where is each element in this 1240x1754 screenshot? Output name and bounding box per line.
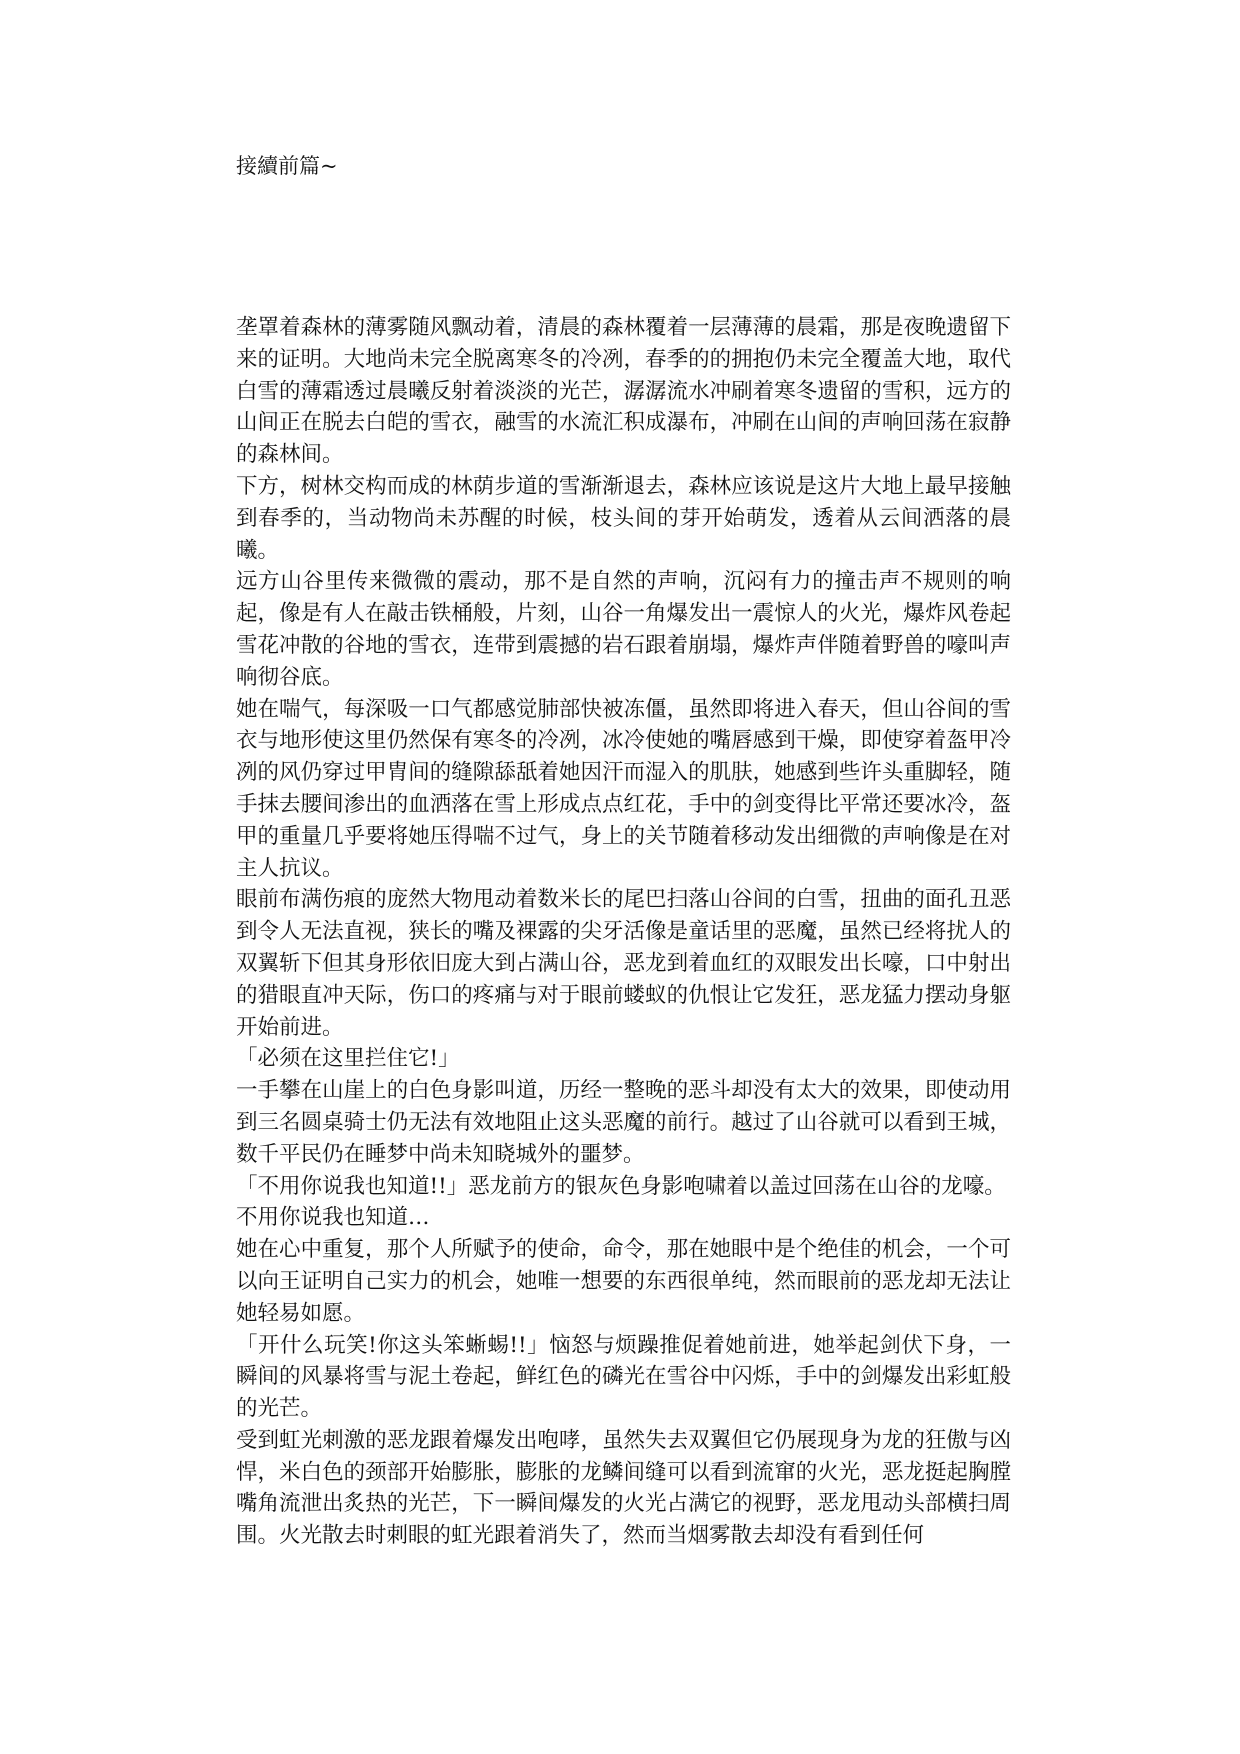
dialogue-line: 「不用你说我也知道!!」恶龙前方的银灰色身影咆啸着以盖过回荡在山谷的龙嚎。	[236, 1173, 1006, 1199]
paragraph: 眼前布满伤痕的庞然大物甩动着数米长的尾巴扫落山谷间的白雪，扭曲的面孔丑恶到令人无法直视，狭长的嘴及裸露的尖牙活像是童话里的恶魔，虽然已经将扰人的双翼斩下但其身形依旧庞大到占满山谷，恶龙到着血红的双眼发出长嚎，口中射出的猎眼直冲天际，伤口的疼痛与对于眼前蝼蚁的仇恨让它发狂，恶龙猛力摆动身躯开始前进。	[236, 887, 1011, 1040]
paragraph: 她在喘气，每深吸一口气都感觉肺部快被冻僵，虽然即将进入春天，但山谷间的雪衣与地形使这里仍然保有寒冬的冷冽，冰冷使她的嘴唇感到干燥，即使穿着盔甲冷冽的风仍穿过甲胄间的缝隙舔舐着她因汗而湿入的肌肤，她感到些许头重脚轻，随手抹去腰间渗出的血洒落在雪上形成点点红花，手中的剑变得比平常还要冰冷，盔甲的重量几乎要将她压得喘不过气，身上的关节随着移动发出细微的声响像是在对主人抗议。	[236, 696, 1011, 881]
paragraph: 垄罩着森林的薄雾随风飘动着，清晨的森林覆着一层薄薄的晨霜，那是夜晚遗留下来的证明。大地尚未完全脱离寒冬的冷冽，春季的的拥抱仍未完全覆盖大地，取代白雪的薄霜透过晨曦反射着淡淡的光芒，潺潺流水冲刷着寒冬遗留的雪积，远方的山间正在脱去白皑的雪衣，融雪的水流汇积成瀑布，冲刷在山间的声响回荡在寂静的森林间。	[236, 315, 1011, 468]
story-body	[236, 312, 1011, 1552]
paragraph: 她在心中重复，那个人所赋予的使命，命令，那在她眼中是个绝佳的机会，一个可以向王证明自己实力的机会，她唯一想要的东西很单纯，然而眼前的恶龙却无法让她轻易如愿。	[236, 1237, 1011, 1326]
dialogue-line: 「开什么玩笑!你这头笨蜥蜴!!」恼怒与烦躁推促着她前进，她举起剑伏下身，一瞬间的风暴将雪与泥土卷起，鲜红色的磷光在雪谷中闪烁，手中的剑爆发出彩虹般的光芒。	[236, 1332, 1011, 1422]
paragraph: 受到虹光刺激的恶龙跟着爆发出咆哮，虽然失去双翼但它仍展现身为龙的狂傲与凶悍，米白色的颈部开始膨胀，膨胀的龙鳞间缝可以看到流窜的火光，恶龙挺起胸膛嘴角流泄出炙热的光芒，下一瞬间爆发的火光占满它的视野，恶龙甩动头部横扫周围。火光散去时刺眼的虹光跟着消失了，然而当烟雾散去却没有看到任何	[236, 1427, 1011, 1549]
paragraph: 远方山谷里传来微微的震动，那不是自然的声响，沉闷有力的撞击声不规则的响起，像是有人在敲击铁桶般，片刻，山谷一角爆发出一震惊人的火光，爆炸风卷起雪花冲散的谷地的雪衣，连带到震撼的岩石跟着崩塌，爆炸声伴随着野兽的嚎叫声响彻谷底。	[236, 569, 1011, 690]
continuation-header: 接續前篇~	[236, 154, 338, 178]
dialogue-line: 「必须在这里拦住它!」	[236, 1046, 460, 1072]
paragraph: 不用你说我也知道…	[236, 1205, 430, 1231]
paragraph: 下方，树林交构而成的林荫步道的雪渐渐退去，森林应该说是这片大地上最早接触到春季的，当动物尚未苏醒的时候，枝头间的芽开始萌发，透着从云间洒落的晨曦。	[236, 473, 1011, 563]
paragraph: 一手攀在山崖上的白色身影叫道，历经一整晚的恶斗却没有太大的效果，即使动用到三名圆桌骑士仍无法有效地阻止这头恶魔的前行。越过了山谷就可以看到王城，数千平民仍在睡梦中尚未知晓城外的噩梦。	[236, 1078, 1011, 1167]
